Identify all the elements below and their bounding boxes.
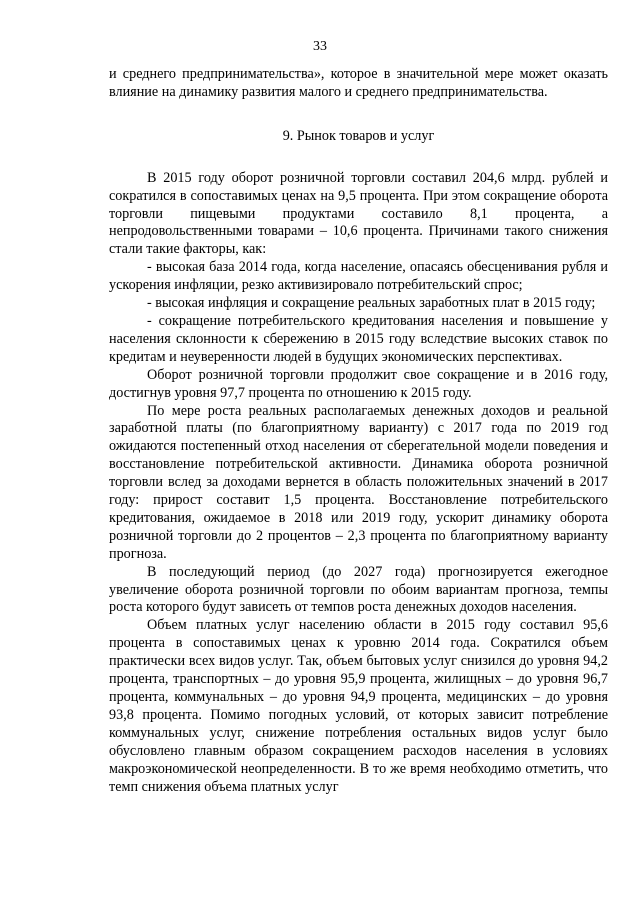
- section-heading: 9. Рынок товаров и услуг: [282, 127, 435, 144]
- list-item-factor-3: - сокращение потребительского кредитования населения и повышение у населения склонности к сбережению в 2015 году вследствие высоких ставок по кредитам и неуверенности людей в будущих экономических перспективах.: [109, 312, 608, 365]
- paragraph-retail-forecast: По мере роста реальных располагаемых денежных доходов и реальной заработной платы (по благоприятному варианту) с 2017 года по 2019 год ожидаются постепенный отход населения от сберегательной модели поведения и восстановление потребительской активности. Динамика оборота розничной торговли вслед за доходами вернется в область положительных значений в 2017 году: прирост составит 1,5 процента. Восстановление потребительского кредитования, ожидаемое в 2018 или 2019 году, ускорит динамику оборота розничной торговли до 2 процентов – 2,3 процента по благоприятному варианту прогноза.: [109, 402, 608, 562]
- list-item-factor-1: - высокая база 2014 года, когда население, опасаясь обесценивания рубля и ускорения инфляции, резко активизировало потребительский спрос;: [109, 259, 608, 294]
- paragraph-paid-services: Объем платных услуг населению области в 2015 году составил 95,6 процента в сопоставимых ценах к уровню 2014 года. Сократился объем практически всех видов услуг. Так, объем бытовых услуг снизился до уровня 94,2 процента, транспортных – до уровня 95,9 процента, жилищных – до уровня 96,7 процента, коммунальных – до уровня 94,9 процента, медицинских – до уровня 93,8 процента. Помимо погодных условий, от которых зависит потребление коммунальных услуг, снижение потребления остальных видов услуг было обусловлено главным образом сокращением расходов населения в условиях макроэкономической неопределенности. В то же время необходимо отметить, что темп снижения объема платных услуг: [109, 617, 608, 795]
- paragraph-retail-2016: Оборот розничной торговли продолжит свое сокращение и в 2016 году, достигнув уровня 97,7 процента по отношению к 2015 году.: [109, 366, 608, 401]
- paragraph-long-term-forecast: В последующий период (до 2027 года) прогнозируется ежегодное увеличение оборота розничной торговли по обоим вариантам прогноза, темпы роста которого будут зависеть от темпов роста денежных доходов населения.: [109, 563, 608, 616]
- paragraph-retail-2015: В 2015 году оборот розничной торговли составил 204,6 млрд. рублей и сократился в сопоставимых ценах на 9,5 процента. При этом сокращение оборота торговли пищевыми продуктами составило 8,1 процента, а непродовольственными товарами – 10,6 процента. Причинами такого снижения стали такие факторы, как:: [109, 169, 608, 258]
- document-body: [109, 66, 608, 796]
- page-number: 33: [313, 39, 327, 54]
- list-item-factor-2: - высокая инфляция и сокращение реальных заработных плат в 2015 году;: [147, 295, 596, 312]
- paragraph-continuation: и среднего предпринимательства», которое в значительной мере может оказать влияние на динамику развития малого и среднего предпринимательства.: [109, 66, 608, 100]
